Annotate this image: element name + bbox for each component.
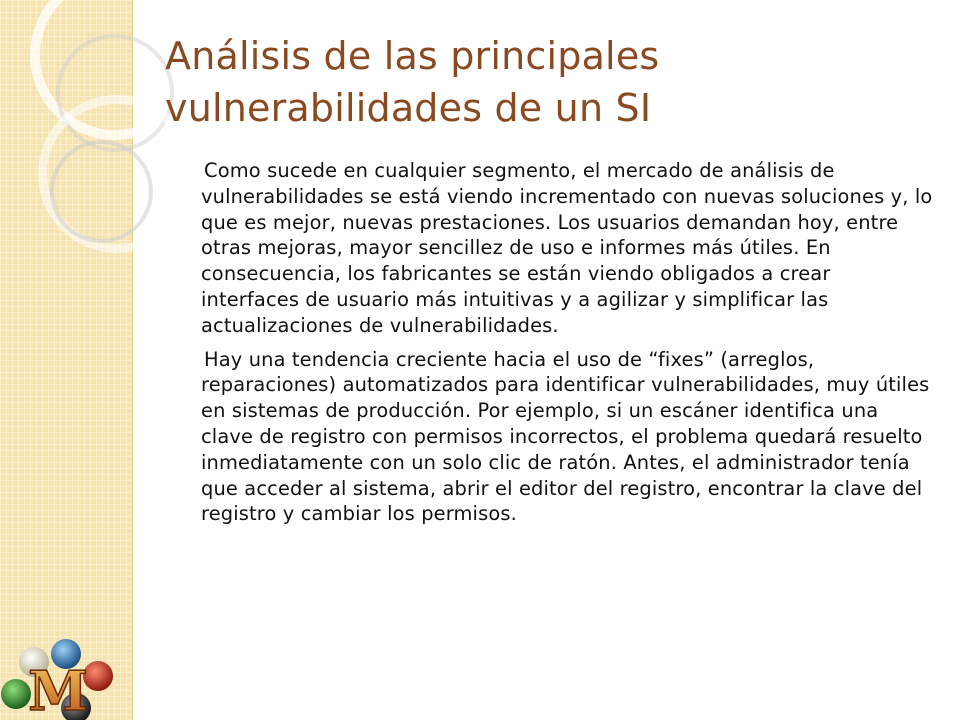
body-text	[201, 158, 933, 535]
paragraph-2-text: Hay una tendencia creciente hacia el uso de “fixes” (arreglos, reparaciones) automatizados para identificar vulnerabilidades, muy útiles en sistemas de producción. Por ejemplo, si un escáner identifica una clave de registro con permisos incorrectos, el problema quedará resuelto inmediatamente con un solo clic de ratón. Antes, el administrador tenía que acceder al sistema, abrir el editor del registro, encontrar la clave del registro y cambiar los permisos.	[201, 347, 930, 526]
paragraph-1-text: Como sucede en cualquier segmento, el mercado de análisis de vulnerabilidades se está viendo incrementado con nuevas soluciones y, lo que es mejor, nuevas prestaciones. Los usuarios demandan hoy, entre otras mejoras, mayor sencillez de uso e informes más útiles. En consecuencia, los fabricantes se están viendo obligados a crear interfaces de usuario más intuitivas y a agilizar y simplificar las actualizaciones de vulnerabilidades.	[201, 159, 933, 337]
title-line-2: vulnerabilidades de un SI	[165, 86, 652, 130]
magic-emblem-icon	[0, 632, 118, 720]
logo-graphic	[0, 632, 118, 720]
paragraph-1	[201, 158, 933, 339]
logo-letter: M	[28, 659, 88, 720]
page-title	[165, 30, 925, 134]
green-orb-icon	[1, 679, 31, 709]
paragraph-2	[201, 347, 933, 528]
decorative-sidebar	[0, 0, 133, 720]
decorative-ring	[50, 140, 153, 243]
title-line-1: Análisis de las principales	[165, 34, 660, 78]
